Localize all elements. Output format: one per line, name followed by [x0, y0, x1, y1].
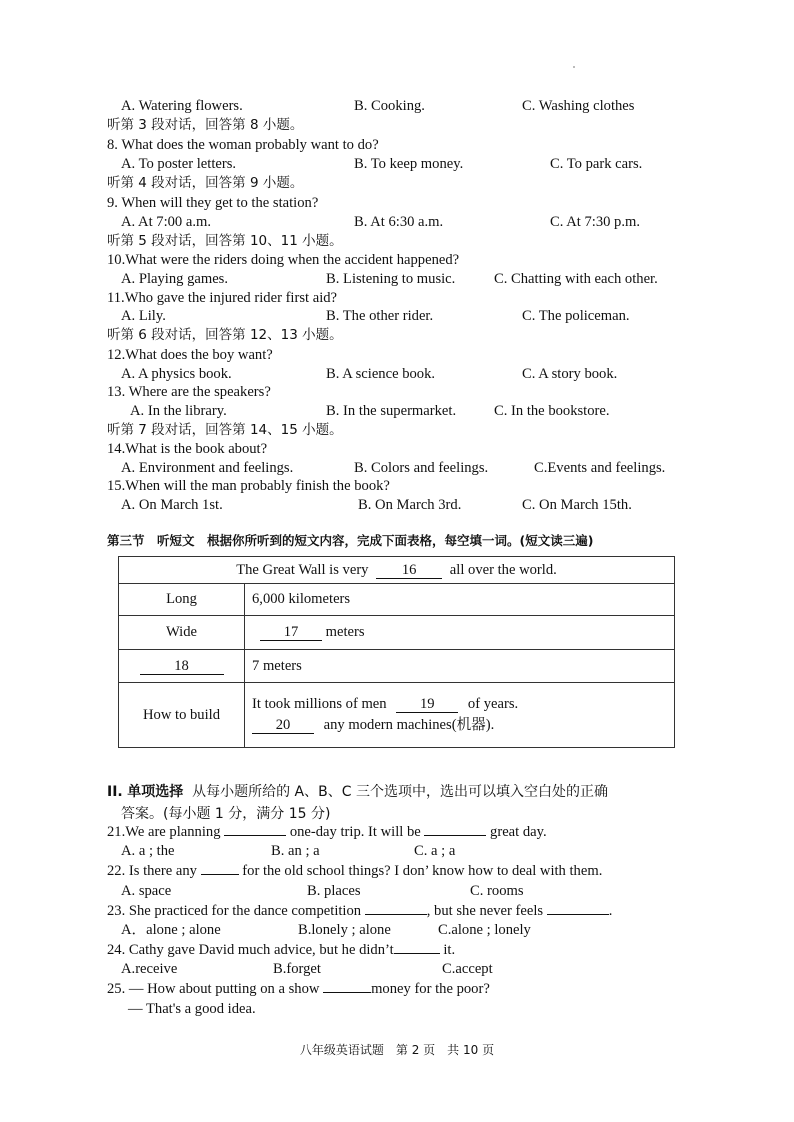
q24-text-1: 24. Cathy gave David much advice, but he didn’t — [107, 942, 394, 958]
q9-option-c: C. At 7:30 p.m. — [550, 214, 641, 230]
q10-question: 10.What were the riders doing when the accident happened? — [107, 252, 460, 268]
q22-option-a: A. space — [121, 883, 172, 899]
section2-line-1 — [107, 781, 608, 803]
q12-option-c: C. A story book. — [522, 366, 618, 382]
q24-option-b: B.forget — [273, 961, 321, 977]
blank-20: 20 — [252, 718, 314, 734]
q14-option-b: B. Colors and feelings. — [354, 460, 489, 476]
table-row — [119, 584, 675, 616]
q15-question: 15.When will the man probably finish the book? — [107, 478, 390, 494]
listen-instruction-5: 听第 5 段对话，回答第 10、11 小题。 — [107, 233, 343, 249]
q13-option-b: B. In the supermarket. — [326, 403, 457, 419]
section2-number: II. — [107, 784, 123, 800]
q22-text-1: 22. Is there any — [107, 863, 197, 879]
wide-unit: meters — [325, 624, 365, 640]
row-label-long: Long — [119, 584, 245, 616]
q12-option-a: A. A physics book. — [121, 366, 232, 382]
q24-question — [107, 941, 455, 959]
q23-option-b: B.lonely ; alone — [298, 922, 391, 938]
q23-text-2: , but she never feels — [426, 903, 544, 919]
q22-blank — [201, 874, 239, 875]
q10-option-a: A. Playing games. — [121, 271, 229, 287]
q24-option-a: A.receive — [121, 961, 178, 977]
q13-option-c: C. In the bookstore. — [494, 403, 610, 419]
q14-question: 14.What is the book about? — [107, 441, 268, 457]
q10-option-b: B. Listening to music. — [326, 271, 456, 287]
q8-question: 8. What does the woman probably want to do? — [107, 137, 379, 153]
build-line-1 — [252, 694, 674, 715]
q7-option-a: A. Watering flowers. — [121, 98, 243, 114]
q22-text-2: for the old school things? I don’ know how to deal with them. — [242, 863, 603, 879]
row-value-long: 6,000 kilometers — [245, 584, 675, 616]
q21-option-b: B. an ; a — [271, 843, 320, 859]
q13-question: 13. Where are the speakers? — [107, 384, 271, 400]
q11-question: 11.Who gave the injured rider first aid? — [107, 290, 338, 306]
q23-option-c: C.alone ; lonely — [438, 922, 531, 938]
header-text-after: all over the world. — [449, 561, 557, 578]
section2-header — [107, 781, 608, 825]
q14-option-c: C.Events and feelings. — [534, 460, 666, 476]
row-label-build: How to build — [119, 683, 245, 748]
q23-text-3: . — [608, 903, 613, 919]
q21-text-1: 21.We are planning — [107, 824, 221, 840]
q7-option-c: C. Washing clothes — [522, 98, 635, 114]
q12-option-b: B. A science book. — [326, 366, 436, 382]
q23-question — [107, 902, 612, 920]
build-line-2 — [252, 715, 674, 736]
q15-option-a: A. On March 1st. — [121, 497, 223, 513]
listen-instruction-6: 听第 6 段对话，回答第 12、13 小题。 — [107, 327, 343, 343]
q12-question: 12.What does the boy want? — [107, 347, 273, 363]
listen-instruction-4: 听第 4 段对话，回答第 9 小题。 — [107, 175, 304, 191]
q9-option-a: A. At 7:00 a.m. — [121, 214, 211, 230]
q23-blank-2 — [547, 914, 609, 915]
section2-title: 单项选择 — [127, 784, 184, 800]
q22-option-b: B. places — [307, 883, 361, 899]
q15-option-b: B. On March 3rd. — [358, 497, 462, 513]
blank-18: 18 — [140, 659, 224, 675]
q25-question — [107, 980, 490, 998]
scan-speck — [573, 66, 575, 68]
listen-instruction-7: 听第 7 段对话，回答第 14、15 小题。 — [107, 422, 343, 438]
q25-blank — [323, 992, 371, 993]
listen-instruction-3: 听第 3 段对话，回答第 8 小题。 — [107, 117, 304, 133]
great-wall-table — [118, 556, 675, 748]
row-value-height: 7 meters — [245, 650, 675, 683]
q21-blank-1 — [224, 835, 286, 836]
q21-option-c: C. a ; a — [414, 843, 456, 859]
q22-question — [107, 862, 602, 880]
table-row — [119, 616, 675, 650]
q8-option-c: C. To park cars. — [550, 156, 643, 172]
q14-option-a: A. Environment and feelings. — [121, 460, 294, 476]
q8-option-b: B. To keep money. — [354, 156, 464, 172]
header-text-before: The Great Wall is very — [236, 561, 369, 578]
q24-text-2: it. — [443, 942, 456, 958]
q11-option-a: A. Lily. — [121, 308, 166, 324]
q13-option-a: A. In the library. — [130, 403, 227, 419]
q8-option-a: A. To poster letters. — [121, 156, 237, 172]
q21-text-2: one-day trip. It will be — [289, 824, 421, 840]
q21-blank-2 — [424, 835, 486, 836]
section2-instruction-2: 答案。(每小题 1 分，满分 15 分) — [121, 806, 331, 822]
build-text-after: of years. — [467, 696, 519, 712]
q25-text-1: 25. — How about putting on a show — [107, 981, 320, 997]
q23-option-a: A．alone ; alone — [121, 922, 221, 938]
row-value-wide — [245, 616, 675, 650]
row-label-blank — [119, 650, 245, 683]
q24-blank — [394, 953, 440, 954]
q23-blank-1 — [365, 914, 427, 915]
table-row — [119, 557, 675, 584]
q21-question — [107, 823, 547, 841]
q25-text-2: money for the poor? — [371, 981, 490, 997]
build-text-before: It took millions of men — [252, 696, 387, 712]
q21-option-a: A. a ; the — [121, 843, 175, 859]
table-row — [119, 650, 675, 683]
q21-text-3: great day. — [490, 824, 547, 840]
q24-option-c: C.accept — [442, 961, 493, 977]
table-row — [119, 683, 675, 748]
row-label-wide: Wide — [119, 616, 245, 650]
q9-option-b: B. At 6:30 a.m. — [354, 214, 444, 230]
build-line2-text: any modern machines(机器). — [323, 717, 495, 733]
row-value-build — [245, 683, 675, 748]
q23-text-1: 23. She practiced for the dance competition — [107, 903, 362, 919]
blank-17: 17 — [260, 625, 322, 641]
page-footer: 八年级英语试题 第 2 页 共 10 页 — [299, 1043, 495, 1057]
section3-title: 第三节 听短文 根据你所听到的短文内容，完成下面表格，每空填一词。(短文读三遍) — [107, 533, 594, 548]
q11-option-b: B. The other rider. — [326, 308, 434, 324]
q9-question: 9. When will they get to the station? — [107, 195, 319, 211]
q25-reply: — That's a good idea. — [128, 1001, 256, 1017]
q22-option-c: C. rooms — [470, 883, 524, 899]
table-header-cell — [119, 557, 675, 584]
q7-option-b: B. Cooking. — [354, 98, 425, 114]
q11-option-c: C. The policeman. — [522, 308, 630, 324]
blank-19: 19 — [396, 697, 458, 713]
blank-16: 16 — [376, 563, 442, 579]
section2-instruction-1: 从每小题所给的 A、B、C 三个选项中，选出可以填入空白处的正确 — [192, 784, 608, 800]
q15-option-c: C. On March 15th. — [522, 497, 632, 513]
q10-option-c: C. Chatting with each other. — [494, 271, 658, 287]
